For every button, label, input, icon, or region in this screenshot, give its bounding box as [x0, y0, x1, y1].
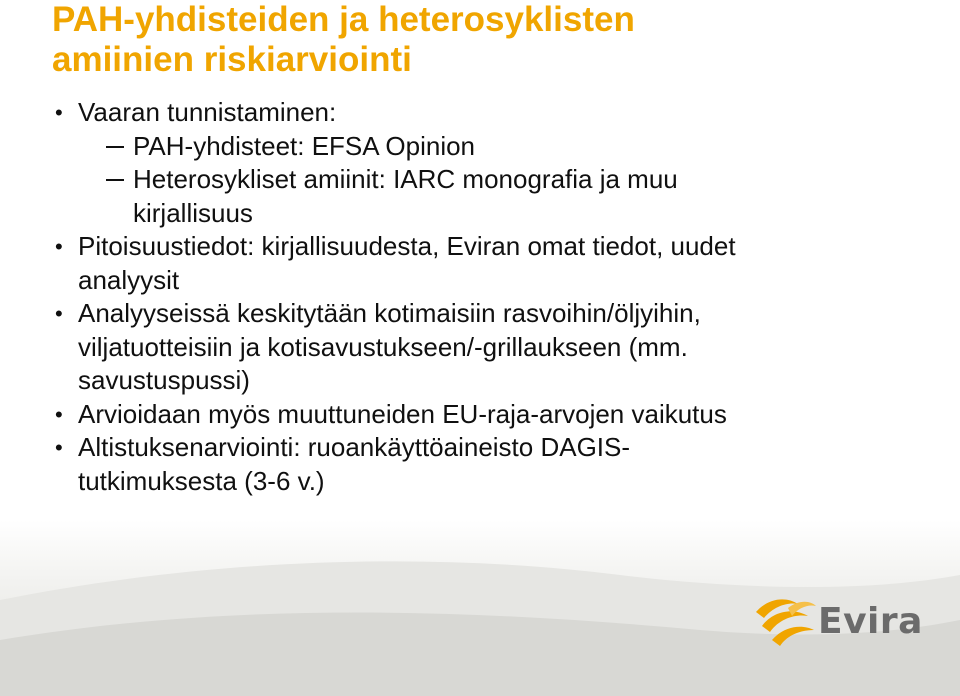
slide-title: [52, 0, 932, 80]
bullet-item: [0, 398, 928, 432]
bullet-text: Vaaran tunnistaminen:: [78, 97, 337, 127]
dash-marker: [106, 146, 124, 148]
bullet-item: [0, 431, 928, 498]
bullet-text: savustuspussi): [78, 365, 250, 395]
bullet-marker: •: [55, 401, 63, 427]
sub-bullet-item: [0, 163, 913, 230]
bullet-marker: •: [55, 234, 63, 259]
sub-bullet-item: [0, 130, 913, 164]
sub-bullet-text: kirjallisuus: [133, 197, 253, 228]
bullet-text: tutkimuksesta (3-6 v.): [78, 465, 325, 496]
sub-bullet-text: Heterosykliset amiinit: IARC monografia ja muu: [133, 164, 678, 194]
bullet-item: [0, 297, 928, 398]
bullet-item: [0, 96, 928, 130]
bullet-text: analyysit: [78, 264, 180, 295]
bullet-text: Arvioidaan myös muuttuneiden EU-raja-arvojen vaikutus: [78, 398, 727, 429]
bullet-marker: •: [55, 100, 63, 125]
title-line: amiinien riskiarviointi: [52, 40, 412, 79]
dash-marker: [106, 179, 124, 181]
bullet-marker: •: [55, 301, 63, 326]
bullet-item: [0, 230, 928, 297]
bullet-text: Analyyseissä keskitytään kotimaisiin rasvoihin/öljyihin,: [78, 298, 701, 328]
sub-bullet-text: PAH-yhdisteet: EFSA Opinion: [133, 130, 476, 161]
bullet-text: Pitoisuustiedot: kirjallisuudesta, Eviran omat tiedot, uudet: [78, 231, 736, 261]
evira-logo-text: Evira: [818, 601, 923, 642]
bullet-marker: •: [55, 435, 63, 460]
bullet-text: Altistuksenarviointi: ruoankäyttöaineisto DAGIS-: [78, 432, 631, 462]
bullet-list: [0, 96, 960, 498]
bullet-text: viljatuotteisiin ja kotisavustukseen/-grillaukseen (mm.: [78, 331, 688, 362]
title-line: PAH-yhdisteiden ja heterosyklisten: [52, 0, 635, 39]
